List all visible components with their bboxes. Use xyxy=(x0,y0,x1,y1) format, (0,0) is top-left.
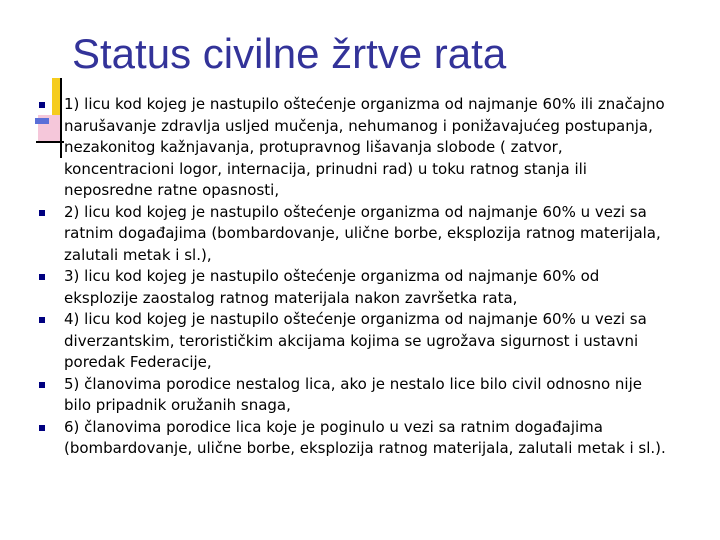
bullet-text-1: 1) licu kod kojeg je nastupilo oštećenje organizma od najmanje 60% ili značajno narušavanje zdravlja usljed mučenja, nehumanog i ponižavajućeg postupanja, nezakonitog kažnjavanja, protupravnog lišavanja slobode ( zatvor, koncentracioni logor, internacija, prinudni rad) u toku ratnog stanja ili neposredne ratne opasnosti, xyxy=(64,95,665,199)
bullet-text-5: 5) članovima porodice nestalog lica, ako je nestalo lice bilo civil odnosno nije bilo pripadnik oružanih snaga, xyxy=(64,374,642,414)
bullet-item-4 xyxy=(38,309,668,374)
bullet-item-5 xyxy=(38,374,668,417)
square-bullet-icon xyxy=(39,102,45,108)
square-bullet-icon xyxy=(39,425,45,431)
bullet-text-4: 4) licu kod kojeg je nastupilo oštećenje organizma od najmanje 60% u vezi sa diverzantskim, terorističkim akcijama kojima se ugrožava sigurnost i ustavni poredak Federacije, xyxy=(64,310,647,371)
square-bullet-icon xyxy=(39,382,45,388)
square-bullet-icon xyxy=(39,274,45,280)
bullet-item-1 xyxy=(38,94,668,202)
bullet-item-6 xyxy=(38,417,668,460)
bullet-text-2: 2) licu kod kojeg je nastupilo oštećenje organizma od najmanje 60% u vezi sa ratnim događajima (bombardovanje, ulične borbe, eksplozija ratnog materijala, zalutali metak i sl.), xyxy=(64,202,661,264)
slide-title: Status civilne žrtve rata xyxy=(72,30,507,77)
bullet-text-3: 3) licu kod kojeg je nastupilo oštećenje organizma od najmanje 60% od eksplozije zaostalog ratnog materijala nakon završetka rata, xyxy=(64,267,600,307)
square-bullet-icon xyxy=(39,210,45,216)
bullet-list xyxy=(38,94,668,460)
bullet-text-6: 6) članovima porodice lica koje je poginulo u vezi sa ratnim događajima (bombardovanje, ulične borbe, eksplozija ratnog materijala, zalutali metak i sl.). xyxy=(64,417,666,457)
square-bullet-icon xyxy=(39,317,45,323)
bullet-item-3 xyxy=(38,266,668,309)
bullet-item-2 xyxy=(38,202,668,267)
